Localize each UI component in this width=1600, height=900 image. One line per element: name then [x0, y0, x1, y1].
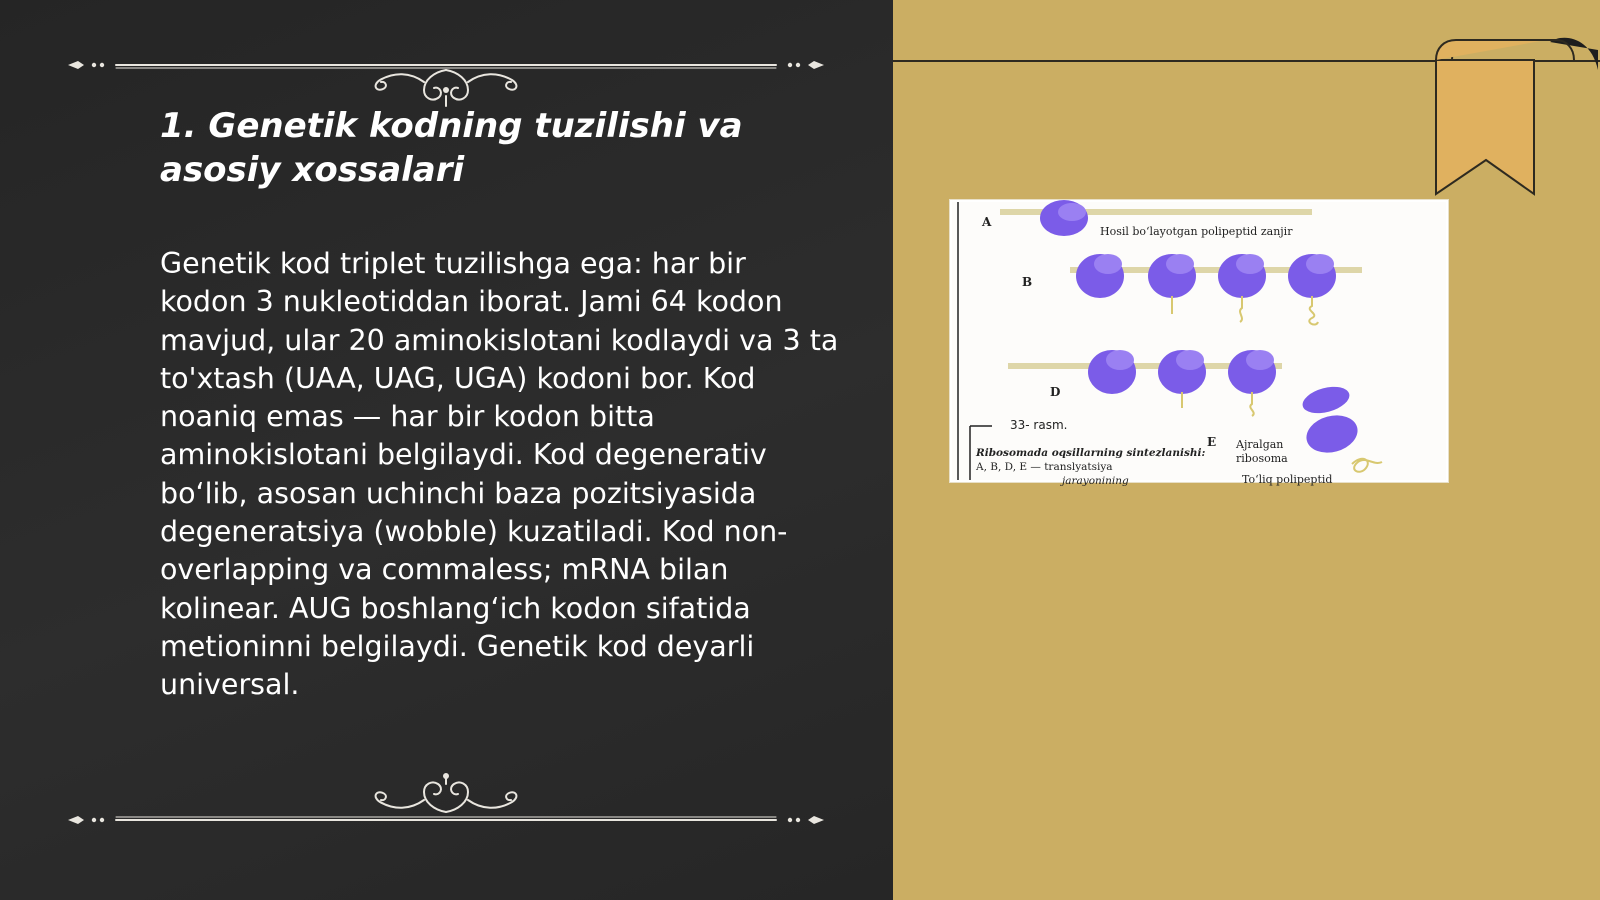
- label-b: B: [1022, 275, 1033, 289]
- released-ribosome-icon: [1300, 382, 1362, 458]
- ribosome-icon: [1148, 254, 1196, 314]
- ornament-divider-icon: [66, 772, 826, 832]
- ribosome-icon: [1288, 254, 1336, 325]
- label-d: D: [1050, 385, 1061, 399]
- ribosome-icon: [1158, 350, 1206, 408]
- bookmark-ribbon-icon: [1432, 34, 1592, 204]
- slide-body-text: Genetik kod triplet tuzilishga ega: har bir kodon 3 nukleotiddan iborat. Jami 64 kodon mavjud, ular 20 aminokislotani kodlaydi va 3 ta to'xtash (UAA, UAG, UGA) kodoni bor. Kod noaniq emas — har bir kodon bitta aminokislotani belgilaydi. Kod degenerativ bo‘lib, asosan uchinchi baza pozitsiyasida degeneratsiya (wobble) kuzatiladi. Kod non-overlapping va commaless; mRNA bilan kolinear. AUG boshlang‘ich kodon sifatida metioninni belgilaydi. Genetik kod deyarli universal.: [160, 247, 839, 702]
- ribosome-icon: [1040, 200, 1088, 236]
- caption-title: Ribosomada oqsillarning sintezlanishi:: [976, 447, 1206, 459]
- label-e: E: [1207, 435, 1217, 449]
- slide-title: 1. Genetik kodning tuzilishi va asosiy xossalari: [160, 106, 743, 190]
- ribosome-icon: [1088, 350, 1136, 394]
- ribosome-figure: [950, 200, 1448, 487]
- caption-line: A, B, D, E — translyatsiya: [976, 461, 1113, 473]
- ribosome-icon: [1076, 254, 1124, 298]
- ribosome-diagram: [952, 202, 1446, 487]
- figure-number: 33- rasm.: [1010, 418, 1068, 432]
- label-a: A: [982, 215, 992, 229]
- full-polypeptide-label: To‘liq polipeptid: [1242, 473, 1333, 486]
- chain-label: Hosil bo‘layotgan polipeptid zanjir: [1100, 225, 1293, 238]
- released-label-2: ribosoma: [1236, 452, 1288, 465]
- ribosome-icon: [1218, 254, 1266, 322]
- caption-cut: jarayonining: [1062, 475, 1129, 487]
- released-label-1: Ajralgan: [1236, 438, 1284, 451]
- ribosome-icon: [1228, 350, 1276, 416]
- ornament-divider-icon: [66, 52, 826, 112]
